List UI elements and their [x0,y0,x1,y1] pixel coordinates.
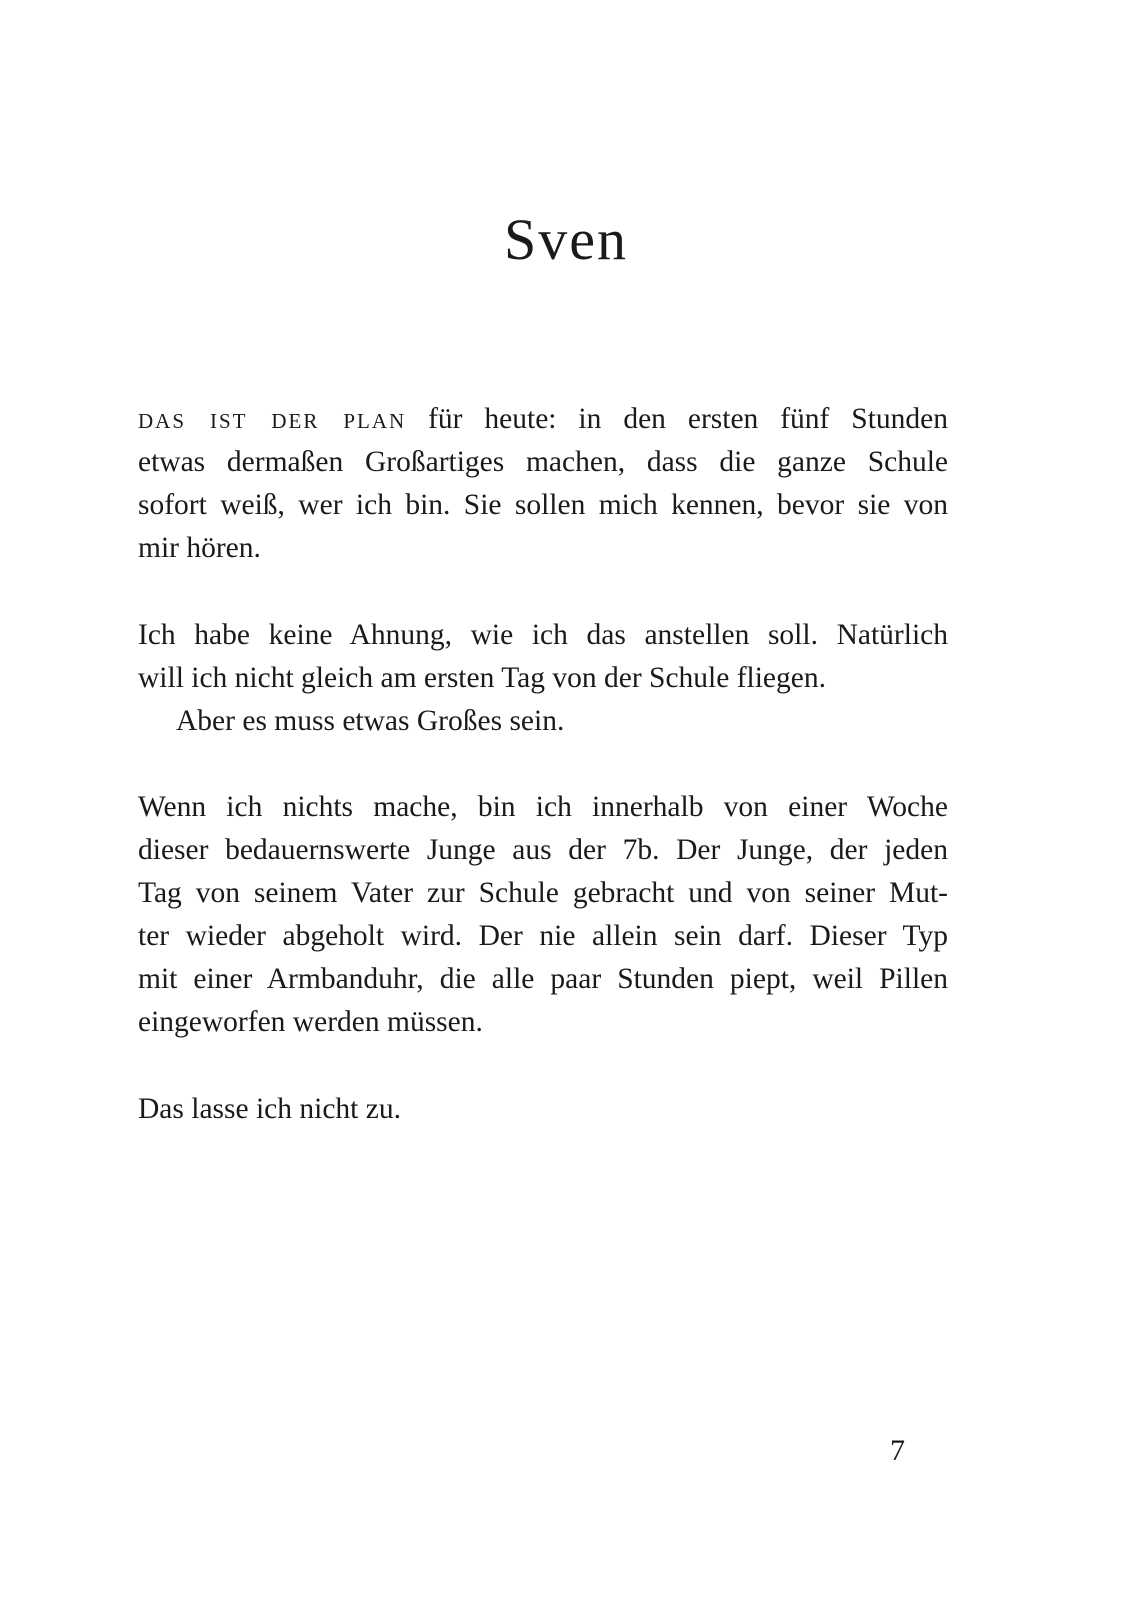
text-line: Ich habe keine Ahnung, wie ich das anstellen soll. Natürlich [138,619,948,651]
text-line: etwas dermaßen Großartiges machen, dass die ganze Schule [138,446,948,478]
text-line: mir hören. [138,532,261,564]
text-line: sofort weiß, wer ich bin. Sie sollen mich kennen, bevor sie von [138,489,948,521]
paragraph-2 [138,614,948,743]
paragraph-4 [138,1088,948,1131]
text-line: eingeworfen werden müssen. [138,1006,483,1038]
lead-in-small-caps: das ist der plan [138,403,407,435]
text-line: das ist der plan für heute: in den ersten fünf Stunden [138,403,948,435]
text-line: Aber es muss etwas Großes sein. [176,705,565,737]
text-line: will ich nicht gleich am ersten Tag von der Schule fliegen. [138,662,826,694]
text-line: ter wieder abgeholt wird. Der nie allein sein darf. Dieser Typ [138,920,948,952]
text-line: mit einer Armbanduhr, die alle paar Stunden piept, weil Pillen [138,963,948,995]
paragraph-3 [138,786,948,1044]
page-number: 7 [890,1434,905,1467]
chapter-title: Sven [504,207,628,272]
paragraph-1 [138,398,948,570]
text-line: dieser bedauernswerte Junge aus der 7b. Der Junge, der jeden [138,834,948,866]
text-line: Wenn ich nichts mache, bin ich innerhalb von einer Woche [138,791,948,823]
text-line: Tag von seinem Vater zur Schule gebracht und von seiner Mut- [138,877,948,909]
text-line: Das lasse ich nicht zu. [138,1093,401,1125]
